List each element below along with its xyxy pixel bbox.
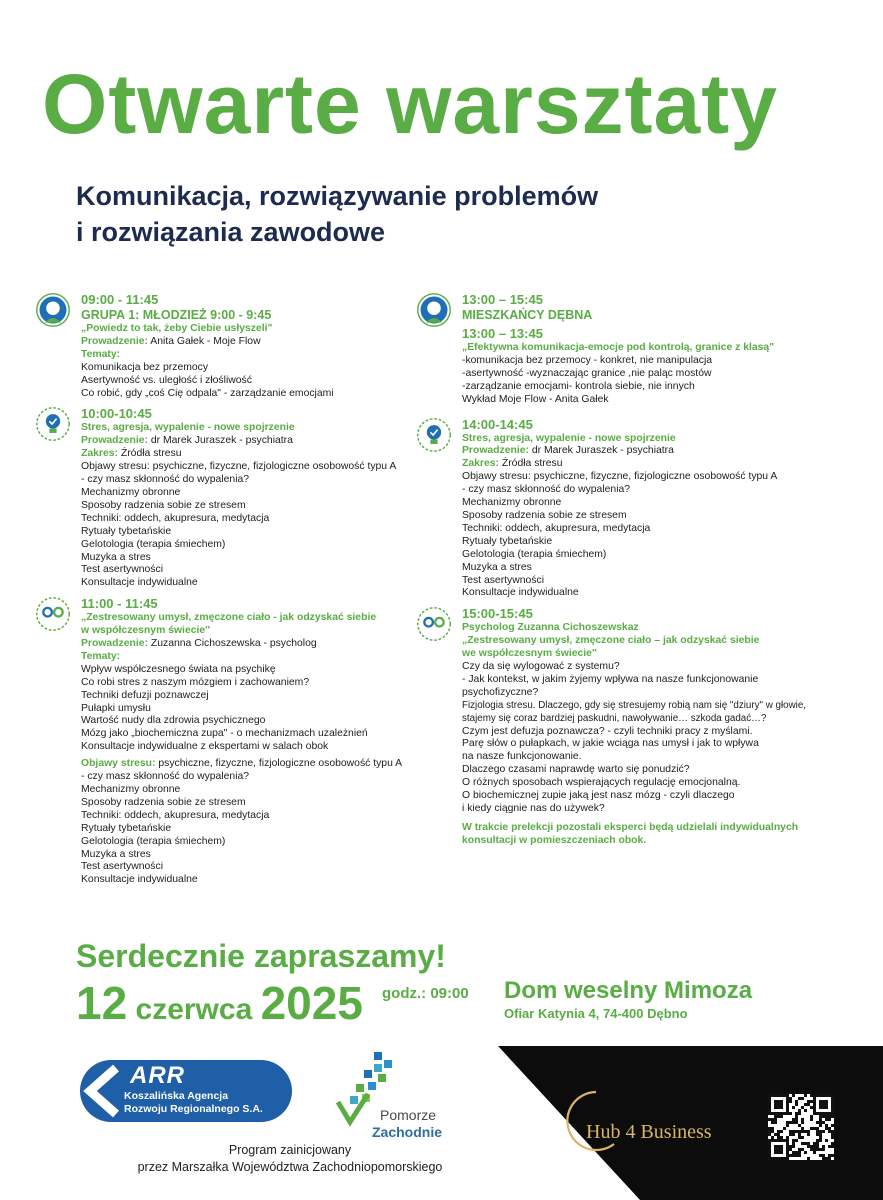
topic-line: Mózg jako „biochemiczna zupa" - o mechanizmach uzależnień [81,728,368,740]
symptoms-value: psychiczne, fizyczne, fizjologiczne osobowość typu A [155,758,403,770]
hub-4-business-logo: Hub 4 Business [586,1121,712,1143]
consultation-note: W trakcie prelekcji pozostali eksperci będą udzielali indywidualnych [462,821,799,833]
venue-name: Dom weselny Mimoza [504,977,753,1004]
symptoms-label: Objawy stresu: [81,758,156,770]
topic-line: Rytuały tybetańskie [81,822,172,834]
topic-line: - Jak kontekst, w jakim żyjemy wpływa na nasze funkcjonowanie [462,673,759,685]
topic-line: Co robić, gdy „coś Cię odpala" - zarządzanie emocjami [81,387,334,399]
topic-line: Gelotologia (terapia śmiechem) [81,835,226,847]
session-time: 11:00 - 11:45 [81,596,158,612]
topic-line: O różnych sposobach wspierających regulację emocjonalną. [462,777,741,789]
group-heading: GRUPA 1: MŁODZIEŻ 9:00 - 9:45 [81,308,272,322]
session-block [462,417,862,601]
topic-line: Techniki: oddech, akupresura, medytacja [81,809,270,821]
topic-line: Czy da się wylogować z systemu? [462,661,620,673]
topic-line: Sposoby radzenia sobie ze stresem [81,499,246,511]
topic-line: Fizjologia stresu. Dlaczego, gdy się stresujemy robią nam się "dziury" w głowie, [462,699,806,711]
scope-label: Zakres: [462,458,499,470]
topic-line: Gelotologia (terapia śmiechem) [462,548,607,560]
topic-line: Techniki: oddech, akupresura, medytacja [462,522,651,534]
subtitle-line: Komunikacja, rozwiązywanie problemów [76,181,599,211]
topic-line: Komunikacja bez przemocy [81,361,209,373]
scope-value: Źródła stresu [117,448,182,460]
talk-title: „Zestresowany umysł, zmęczone ciało – jak odzyskać siebie [462,635,760,647]
lead-label: Prowadzenie: [81,638,148,650]
topic-line: Test asertywności [81,861,163,873]
topic-line: Parę słów o pułapkach, w jakie wciąga nas umysł i jak to wpływa [462,738,759,750]
page-title: Otwarte warsztaty [42,57,778,151]
topic-line: Asertywność vs. uległość i złośliwość [81,374,252,386]
topics-label: Tematy: [81,650,121,662]
topic-line: Techniki defuzji poznawczej [81,689,209,701]
girl-avatar-icon [35,292,71,328]
topic-line: -komunikacja bez przemocy - konkret, nie manipulacja [462,354,713,366]
topic-line: Techniki: oddech, akupresura, medytacja [81,512,270,524]
topic-line: -asertywność -wyznaczając granice ,nie paląc mostów [462,367,712,379]
arr-logo-letters: ARR [130,1062,185,1089]
topic-line: Czym jest defuzja poznawcza? - czyli techniki pracy z myślami. [462,725,753,737]
topic-line: Konsultacje indywidualne [81,874,198,886]
talk-title: Stres, agresja, wypalenie - nowe spojrzenie [462,432,676,444]
session-time: 13:00 – 15:45 [462,292,543,307]
topic-line: Mechanizmy obronne [462,497,562,509]
topic-line: Sposoby radzenia sobie ze stresem [81,796,246,808]
session-time: 14:00-14:45 [462,416,533,432]
event-date [76,976,363,1030]
topic-line: Objawy stresu: psychiczne, fizyczne, fizjologiczne osobowość typu A [81,461,397,473]
woman-avatar-icon [416,292,452,328]
qr-code[interactable] [768,1094,834,1160]
invitation-heading: Serdecznie zapraszamy! [76,938,446,974]
topic-line: Rytuały tybetańskie [81,525,172,537]
speaker-name: Psycholog Zuzanna Cichoszewskaz [462,622,639,634]
pomorze-line: Zachodnie [372,1124,443,1140]
topic-line: Muzyka a stres [81,848,151,860]
venue-address: Ofiar Katynia 4, 74-400 Dębno [504,1006,688,1021]
scope-label: Zakres: [81,448,118,460]
lead-value: Zuzanna Cichoszewska - psycholog [147,638,317,650]
session-time: 10:00-10:45 [81,406,152,422]
lead-label: Prowadzenie: [81,435,148,447]
lead-label: Prowadzenie: [81,335,148,347]
topic-line: - czy masz skłonność do wypalenia? [81,474,250,486]
topic-line: Sposoby radzenia sobie ze stresem [462,509,627,521]
session-time: 13:00 – 13:45 [462,326,543,341]
topic-line: Wartość nudy dla zdrowia psychicznego [81,715,266,727]
talk-title: we współczesnym świecie" [462,648,597,660]
session-block [462,606,862,847]
event-hour: godz.: 09:00 [382,985,469,1002]
topics-label: Tematy: [81,348,121,360]
people-icon [416,606,452,642]
date-year: 2025 [260,977,363,1029]
scope-value: Źródła stresu [498,458,563,470]
session-block [81,406,421,590]
topic-line: Pułapki umysłu [81,702,151,714]
topic-line: Gelotologia (terapia śmiechem) [81,538,226,550]
date-month: czerwca [127,993,261,1026]
talk-title: w współczesnym świecie" [81,625,211,637]
topic-line: Dlaczego czasami naprawdę warto się ponudzić? [462,764,690,776]
topic-line: Mechanizmy obronne [81,486,181,498]
pomorze-line: Pomorze [380,1107,437,1123]
topic-line: psychofizyczne? [462,686,539,698]
people-icon [35,596,71,632]
topic-line: Co robi stres z naszym mózgiem i zachowaniem? [81,676,310,688]
lead-value: Anita Gałek - Moje Flow [147,335,261,347]
topic-line: Konsultacje indywidualne [462,587,579,599]
schedule-right [462,292,862,848]
talk-title: „Powiedz to tak, żeby Ciebie usłyszeli" [81,323,273,334]
topic-line: Objawy stresu: psychiczne, fizyczne, fizjologiczne osobowość typu A [462,471,778,483]
topic-line: Muzyka a stres [462,561,532,573]
topic-line: - czy masz skłonność do wypalenia? [462,484,631,496]
topic-line: Test asertywności [462,574,544,586]
topic-line: Konsultacje indywidualne z ekspertami w salach obok [81,741,329,753]
topic-line: Wpływ współczesnego świata na psychikę [81,663,276,675]
program-line: przez Marszałka Województwa Zachodniopomorskiego [137,1160,443,1174]
talk-title: Stres, agresja, wypalenie - nowe spojrzenie [81,422,295,434]
topic-line: Muzyka a stres [81,551,151,563]
lightbulb-icon [416,417,452,453]
topic-line: O biochemicznej zupie jaką jest nasz mózg - czyli dlaczego [462,790,735,802]
topic-line: Mechanizmy obronne [81,784,181,795]
date-day: 12 [76,977,128,1029]
lead-label: Prowadzenie: [462,445,529,457]
schedule-left [81,292,421,887]
topic-line: Wykład Moje Flow - Anita Gałek [462,393,609,405]
topic-line: Rytuały tybetańskie [462,535,553,547]
lightbulb-icon [35,406,71,442]
topic-line: i kiedy ciągnie nas do używek? [462,803,605,814]
topic-line: na nasze funkcjonowanie. [462,751,582,763]
talk-title: „Efektywna komunikacja-emocje pod kontrolą, granice z klasą" [462,342,775,353]
session-block [81,596,421,887]
lead-value: dr Marek Juraszek - psychiatra [147,435,293,447]
topic-line: Test asertywności [81,564,163,576]
arr-name-line: Koszalińska Agencja [124,1090,229,1102]
arr-logo [80,1060,292,1122]
lead-value: dr Marek Juraszek - psychiatra [528,445,674,457]
session-time: 15:00-15:45 [462,606,533,622]
page-subtitle [76,178,598,250]
subtitle-line: i rozwiązania zawodowe [76,217,386,247]
consultation-note: konsultacji w pomieszczeniach obok. [462,834,647,846]
arr-name-line: Rozwoju Regionalnego S.A. [124,1103,263,1115]
topic-line: -zarządzanie emocjami- kontrola siebie, nie innych [462,380,695,392]
topic-line: - czy masz skłonność do wypalenia? [81,771,250,783]
topic-line: Konsultacje indywidualne [81,577,198,589]
session-block [462,292,862,407]
session-time: 09:00 - 11:45 [81,292,159,307]
program-note [100,1142,480,1176]
session-block [81,292,421,400]
program-line: Program zainicjowany [228,1143,352,1157]
group-heading: MIESZKAŃCY DĘBNA [462,308,593,322]
topic-line: stajemy się coraz bardziej paskudni, nawoływanie… szkoda gadać…? [462,712,767,724]
talk-title: „Zestresowany umysł, zmęczone ciało - jak odzyskać siebie [81,612,377,624]
